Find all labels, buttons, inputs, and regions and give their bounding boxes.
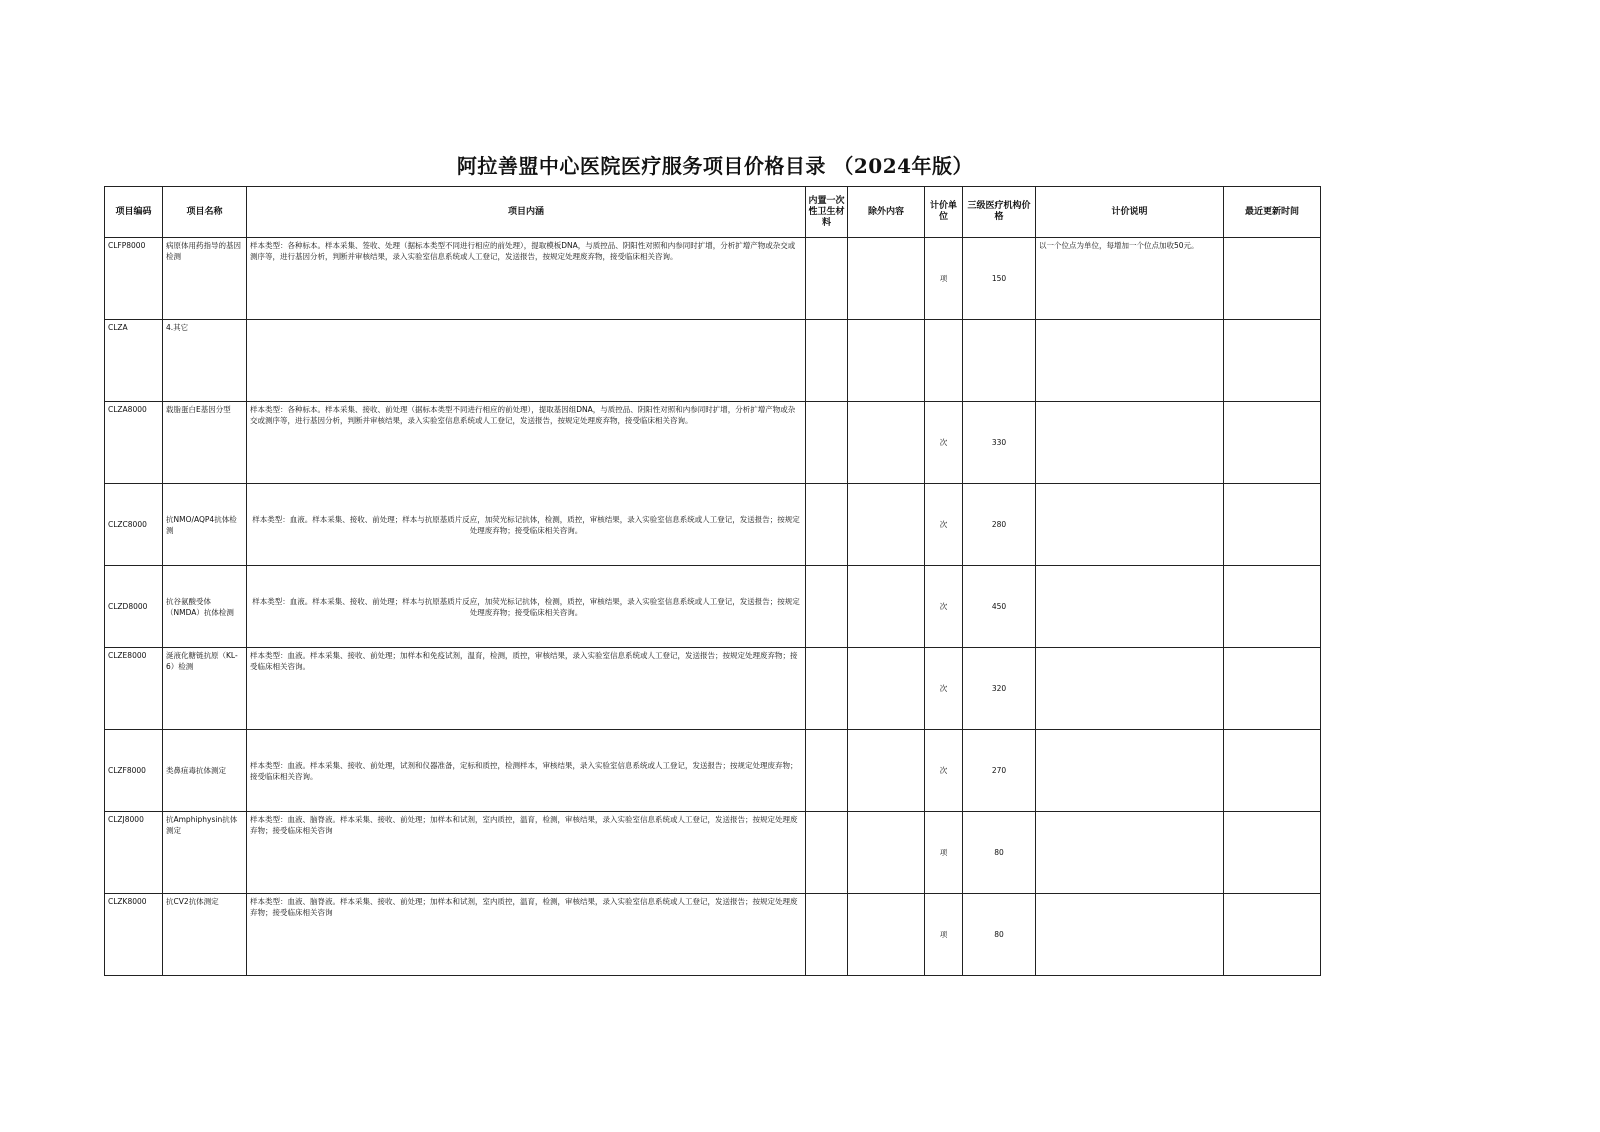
item-disposable: [806, 402, 848, 484]
table-row: [105, 566, 1321, 648]
header-code: 项目编码: [105, 187, 163, 238]
item-price: 80: [963, 812, 1036, 894]
item-excluded: [848, 402, 925, 484]
item-price: 450: [963, 566, 1036, 648]
item-updated: [1224, 402, 1321, 484]
item-content: 样本类型：血液。样本采集、接收、前处理；样本与抗原基质片反应，加荧光标记抗体，检测，质控，审核结果，录入实验室信息系统或人工登记，发送报告；按规定处理废弃物；接受临床相关咨询。: [247, 484, 806, 566]
item-price: 320: [963, 648, 1036, 730]
item-price: 280: [963, 484, 1036, 566]
item-unit: [925, 320, 963, 402]
item-price: 150: [963, 238, 1036, 320]
item-disposable: [806, 320, 848, 402]
item-name: 抗CV2抗体测定: [163, 894, 247, 976]
item-code: CLZJ8000: [105, 812, 163, 894]
table-row: [105, 320, 1321, 402]
table-row: [105, 730, 1321, 812]
item-note: [1036, 894, 1224, 976]
item-code: CLZA: [105, 320, 163, 402]
item-code: CLZA8000: [105, 402, 163, 484]
item-updated: [1224, 648, 1321, 730]
item-updated: [1224, 730, 1321, 812]
item-disposable: [806, 730, 848, 812]
item-content: 样本类型：血液。样本采集、接收、前处理；样本与抗原基质片反应，加荧光标记抗体，检测，质控，审核结果，录入实验室信息系统或人工登记，发送报告；按规定处理废弃物；接受临床相关咨询。: [247, 566, 806, 648]
item-updated: [1224, 812, 1321, 894]
item-price: [963, 320, 1036, 402]
item-content: 样本类型：血液。样本采集、接收、前处理，试剂和仪器准备，定标和质控，检测样本，审核结果，录入实验室信息系统或人工登记，发送报告；按规定处理废弃物；接受临床相关咨询。: [247, 730, 806, 812]
price-table: [104, 186, 1321, 976]
item-name: 抗谷氨酸受体（NMDA）抗体检测: [163, 566, 247, 648]
header-updated: 最近更新时间: [1224, 187, 1321, 238]
header-row: [105, 187, 1321, 238]
item-updated: [1224, 238, 1321, 320]
item-excluded: [848, 484, 925, 566]
item-excluded: [848, 320, 925, 402]
item-disposable: [806, 648, 848, 730]
table-row: [105, 238, 1321, 320]
item-price: 330: [963, 402, 1036, 484]
item-name: 类鼻疽毒抗体测定: [163, 730, 247, 812]
item-name: 病原体用药指导的基因检测: [163, 238, 247, 320]
header-price: 三级医疗机构价格: [963, 187, 1036, 238]
item-note: [1036, 320, 1224, 402]
item-unit: 次: [925, 730, 963, 812]
item-updated: [1224, 484, 1321, 566]
item-note: [1036, 648, 1224, 730]
item-excluded: [848, 730, 925, 812]
item-code: CLFP8000: [105, 238, 163, 320]
item-unit: 项: [925, 812, 963, 894]
item-content: 样本类型：血液、脑脊液。样本采集、接收、前处理；加样本和试剂，室内质控，温育，检测，审核结果，录入实验室信息系统或人工登记，发送报告；按规定处理废弃物；接受临床相关咨询: [247, 812, 806, 894]
item-name: 载脂蛋白E基因分型: [163, 402, 247, 484]
item-updated: [1224, 566, 1321, 648]
item-code: CLZC8000: [105, 484, 163, 566]
table-row: [105, 648, 1321, 730]
item-excluded: [848, 894, 925, 976]
header-content: 项目内涵: [247, 187, 806, 238]
item-disposable: [806, 566, 848, 648]
item-name: 抗Amphiphysin抗体测定: [163, 812, 247, 894]
item-excluded: [848, 812, 925, 894]
item-note: [1036, 812, 1224, 894]
item-disposable: [806, 238, 848, 320]
header-note: 计价说明: [1036, 187, 1224, 238]
header-unit: 计价单位: [925, 187, 963, 238]
item-code: CLZK8000: [105, 894, 163, 976]
item-content: 样本类型：血液、脑脊液。样本采集、接收、前处理；加样本和试剂，室内质控，温育，检测，审核结果，录入实验室信息系统或人工登记，发送报告；按规定处理废弃物；接受临床相关咨询: [247, 894, 806, 976]
table-row: [105, 484, 1321, 566]
item-note: [1036, 730, 1224, 812]
table-row: [105, 894, 1321, 976]
item-name: 4.其它: [163, 320, 247, 402]
item-price: 80: [963, 894, 1036, 976]
header-excluded: 除外内容: [848, 187, 925, 238]
item-content: [247, 320, 806, 402]
item-updated: [1224, 320, 1321, 402]
item-note: [1036, 484, 1224, 566]
item-content: 样本类型：各种标本。样本采集、签收、处理（据标本类型不同进行相应的前处理），提取模板DNA，与质控品、阴阳性对照和内参同时扩增，分析扩增产物或杂交或测序等，进行基因分析，判断并审核结果，录入实验室信息系统或人工登记，发送报告，按规定处理废弃物，接受临床相关咨询。: [247, 238, 806, 320]
item-unit: 次: [925, 402, 963, 484]
item-unit: 次: [925, 484, 963, 566]
item-name: 抗NMO/AQP4抗体检测: [163, 484, 247, 566]
item-disposable: [806, 484, 848, 566]
item-unit: 次: [925, 566, 963, 648]
item-code: CLZF8000: [105, 730, 163, 812]
table-row: [105, 812, 1321, 894]
item-content: 样本类型：各种标本。样本采集、接收、前处理（据标本类型不同进行相应的前处理），提取基因组DNA，与质控品、阴阳性对照和内参同时扩增，分析扩增产物或杂交或测序等，进行基因分析，判断并审核结果，录入实验室信息系统或人工登记，发送报告，按规定处理废弃物，接受临床相关咨询。: [247, 402, 806, 484]
item-excluded: [848, 238, 925, 320]
item-unit: 次: [925, 648, 963, 730]
item-excluded: [848, 648, 925, 730]
item-code: CLZD8000: [105, 566, 163, 648]
document-title: 阿拉善盟中心医院医疗服务项目价格目录 （2024年版）: [456, 154, 974, 178]
item-note: [1036, 566, 1224, 648]
item-price: 270: [963, 730, 1036, 812]
item-unit: 项: [925, 238, 963, 320]
item-note: 以一个位点为单位，每增加一个位点加收50元。: [1036, 238, 1224, 320]
item-updated: [1224, 894, 1321, 976]
table-row: [105, 402, 1321, 484]
item-unit: 项: [925, 894, 963, 976]
item-excluded: [848, 566, 925, 648]
item-content: 样本类型：血液。样本采集、接收、前处理；加样本和免疫试剂，温育，检测，质控，审核结果，录入实验室信息系统或人工登记，发送报告；按规定处理废弃物；接受临床相关咨询。: [247, 648, 806, 730]
header-name: 项目名称: [163, 187, 247, 238]
item-note: [1036, 402, 1224, 484]
item-disposable: [806, 894, 848, 976]
item-code: CLZE8000: [105, 648, 163, 730]
header-disposable: 内置一次性卫生材料: [806, 187, 848, 238]
item-name: 涎液化糖链抗原（KL-6）检测: [163, 648, 247, 730]
item-disposable: [806, 812, 848, 894]
